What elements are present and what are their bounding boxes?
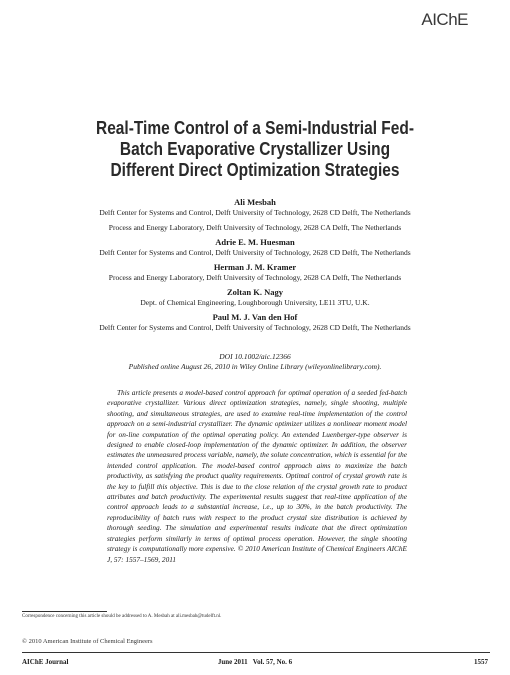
author-affiliation: Dept. of Chemical Engineering, Loughborough University, LE11 3TU, U.K. xyxy=(140,298,370,307)
footer-journal: AIChE Journal xyxy=(22,658,69,666)
correspondence-footnote: Correspondence concerning this article should be addressed to A. Mesbah at ali.mesbah@tudelft.nl. xyxy=(22,614,222,619)
author-block xyxy=(20,262,490,283)
author-affiliation: Process and Energy Laboratory, Delft University of Technology, 2628 CA Delft, The Netherlands xyxy=(108,273,402,282)
author-block xyxy=(20,237,490,258)
page-number: 1557 xyxy=(474,658,488,666)
published-online: Published online August 26, 2010 in Wiley Online Library (wileyonlinelibrary.com). xyxy=(128,362,382,371)
abstract: This article presents a model-based control approach for optimal operation of a seeded fed-batch evaporative crystallizer. Various direct optimization strategies, namely, single shooting, multiple shooting, and simultaneous strategies, are used to examine real-time implementation of the control approach on a semi-industrial crystallizer. The dynamic optimizer utilizes a nonlinear moment model for on-line computation of the optimal operating policy. An extended Luenberger-type observer is designed to enable closed-loop implementation of the dynamic optimizer. In addition, the observer estimates the unmeasured process variable, namely, the solute concentration, which is essential for the intended control application. The model-based control approach aims to maximize the batch productivity, as satisfying the product quality requirements. Optimal control of crystal growth rate is the key to fulfill this objective. This is due to the close relation of the crystal growth rate to product attributes and batch productivity. The experimental results suggest that real-time application of the control approach leads to a substantial increase, i.e., up to 30%, in the batch productivity. The reproducibility of batch runs with respect to the product crystal size distribution is achieved by thorough seeding. The simulation and experimental results indicate that the direct optimization strategies perform similarly in terms of optimal process operation. However, the single shooting strategy is computationally more expensive. © 2010 American Institute of Chemical Engineers AIChE J, 57: 1557–1569, 2011 xyxy=(107,388,407,564)
author-name: Adrie E. M. Huesman xyxy=(215,237,295,247)
author-block xyxy=(20,287,490,308)
journal-logo: AIChE xyxy=(421,10,468,29)
footer-rule xyxy=(22,652,490,653)
copyright-notice: © 2010 American Institute of Chemical Engineers xyxy=(22,638,153,645)
author-list xyxy=(20,193,490,333)
author-name: Herman J. M. Kramer xyxy=(213,262,297,272)
doi-block xyxy=(20,352,490,372)
article-title: Real-Time Control of a Semi-Industrial Fed-Batch Evaporative Crystallizer Using Different Direct Optimization Strategies xyxy=(96,118,414,180)
author-name: Paul M. J. Van den Hof xyxy=(212,312,298,322)
doi: DOI 10.1002/aic.12366 xyxy=(219,352,291,361)
author-block xyxy=(20,197,490,233)
footer-issue: June 2011 Vol. 57, No. 6 xyxy=(217,658,293,666)
author-name: Zoltan K. Nagy xyxy=(227,287,283,297)
author-affiliation: Delft Center for Systems and Control, Delft University of Technology, 2628 CD Delft, The Netherlands xyxy=(99,208,411,217)
author-affiliation: Delft Center for Systems and Control, Delft University of Technology, 2628 CD Delft, The Netherlands xyxy=(99,248,411,257)
author-name: Ali Mesbah xyxy=(234,197,276,207)
footnote-rule xyxy=(22,611,107,612)
author-affiliation: Delft Center for Systems and Control, Delft University of Technology, 2628 CD Delft, The Netherlands xyxy=(99,323,411,332)
author-block xyxy=(20,312,490,333)
author-affiliation: Process and Energy Laboratory, Delft University of Technology, 2628 CA Delft, The Netherlands xyxy=(108,223,402,232)
